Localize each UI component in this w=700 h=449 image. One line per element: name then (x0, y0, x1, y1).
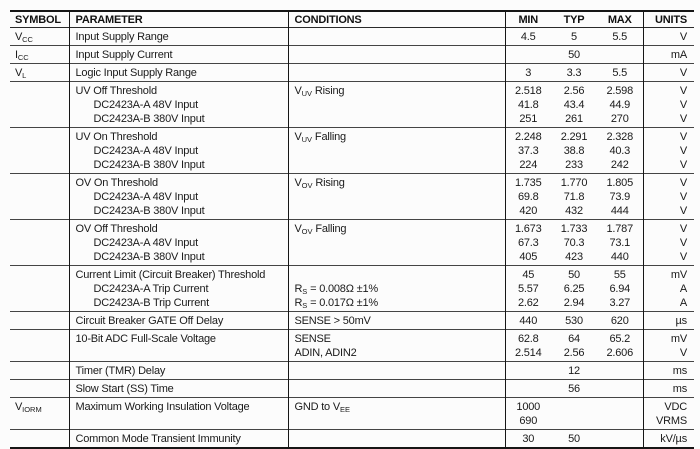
cell-max (597, 330, 643, 362)
cell-parameter (69, 398, 288, 430)
cell-min (505, 220, 551, 266)
cell-conditions (288, 82, 505, 128)
cell-line: Current Limit (Circuit Breaker) Threshold (75, 269, 266, 281)
cell-conditions (288, 266, 505, 312)
header-symbol: SYMBOL (10, 11, 69, 28)
cell-parameter (69, 266, 288, 312)
cell-line: 233 (565, 159, 583, 171)
cell-line: $V_{UV}$ Falling (294, 131, 346, 144)
cell-units (643, 398, 694, 430)
header-parameter: PARAMETER (69, 11, 288, 28)
cell-symbol (10, 28, 69, 46)
cell-max (597, 46, 643, 64)
cell-parameter (69, 380, 288, 398)
cell-line: $V_L$ (15, 67, 27, 80)
cell-line: 40.3 (609, 145, 631, 157)
cell-line: 6.94 (609, 283, 631, 295)
cell-line: 69.8 (517, 191, 539, 203)
cell-symbol (10, 330, 69, 362)
cell-symbol (10, 266, 69, 312)
cell-units (643, 128, 694, 174)
cell-max (597, 28, 643, 46)
cell-line: 620 (610, 315, 629, 327)
cell-line: 56 (568, 383, 580, 395)
cell-line: 420 (519, 205, 538, 217)
header-max: MAX (597, 11, 643, 28)
table-row (10, 64, 694, 82)
cell-line: DC2423A-B 380V Input (93, 205, 205, 217)
cell-line: 1.787 (606, 223, 634, 235)
cell-line (15, 332, 69, 346)
cell-line: µs (675, 315, 687, 327)
cell-line: SENSE (294, 333, 331, 345)
cell-line: $R_S = 0.017\Omega \pm 1\%$ (294, 297, 378, 310)
cell-line: $V_{IORM}$ (15, 401, 42, 414)
cell-line: V (679, 205, 687, 217)
cell-line: ADIN, ADIN2 (294, 347, 357, 359)
cell-line: $V_{OV}$ Falling (294, 223, 347, 236)
cell-typ (551, 380, 597, 398)
table-row (10, 82, 694, 128)
cell-line: 2.62 (517, 297, 539, 309)
cell-line: 1.735 (514, 177, 542, 189)
cell-conditions (288, 430, 505, 449)
cell-symbol (10, 220, 69, 266)
cell-line: 423 (565, 251, 583, 263)
cell-line: Input Supply Range (75, 31, 169, 43)
cell-line: V (679, 251, 687, 263)
cell-units (643, 28, 694, 46)
cell-line: Slow Start (SS) Time (75, 383, 174, 395)
cell-line: VDC (664, 401, 687, 413)
cell-min (505, 266, 551, 312)
cell-line: Input Supply Current (75, 49, 173, 61)
cell-min (505, 362, 551, 380)
cell-line: $R_S = 0.008\Omega \pm 1\%$ (294, 283, 378, 296)
cell-line: A (679, 297, 687, 309)
cell-line: 270 (610, 113, 629, 125)
cell-line (15, 130, 69, 144)
table-row (10, 312, 694, 330)
cell-typ (551, 46, 597, 64)
cell-parameter (69, 330, 288, 362)
cell-line (15, 222, 69, 236)
cell-min (505, 174, 551, 220)
cell-line: V (679, 159, 687, 171)
cell-min (505, 82, 551, 128)
datasheet-page (10, 10, 694, 449)
cell-line: 440 (519, 315, 538, 327)
cell-max (597, 430, 643, 449)
cell-line: 50 (568, 269, 580, 281)
cell-line: 242 (610, 159, 629, 171)
cell-line: 405 (519, 251, 538, 263)
cell-units (643, 174, 694, 220)
cell-typ (551, 64, 597, 82)
cell-line: 3.3 (566, 67, 582, 79)
cell-line: UV On Threshold (75, 131, 158, 143)
cell-units (643, 380, 694, 398)
cell-line: DC2423A-A 48V Input (93, 237, 198, 249)
cell-conditions (288, 312, 505, 330)
cell-line (15, 364, 69, 378)
table-row (10, 174, 694, 220)
cell-line: GND to $V_{EE}$ (294, 401, 350, 414)
cell-typ (551, 174, 597, 220)
cell-line: 1.805 (606, 177, 634, 189)
cell-line: $V_{UV}$ Rising (294, 85, 345, 98)
cell-line: 1000 (516, 401, 541, 413)
cell-line: DC2423A-A Trip Current (93, 283, 209, 295)
cell-conditions (288, 220, 505, 266)
table-row (10, 430, 694, 449)
cell-line: 5.5 (612, 31, 628, 43)
cell-line: V (679, 67, 687, 79)
cell-line: 44.9 (609, 99, 631, 111)
cell-conditions (288, 380, 505, 398)
cell-line: 2.291 (560, 131, 588, 143)
cell-line: 41.8 (517, 99, 539, 111)
cell-line: 2.94 (563, 297, 585, 309)
cell-line (15, 314, 69, 328)
cell-min (505, 28, 551, 46)
cell-line: 2.248 (514, 131, 542, 143)
cell-min (505, 380, 551, 398)
cell-line: DC2423A-A 48V Input (93, 99, 198, 111)
cell-max (597, 82, 643, 128)
cell-line: 224 (519, 159, 538, 171)
cell-line: 65.2 (609, 333, 631, 345)
cell-line: kV/µs (660, 433, 687, 445)
table-row (10, 266, 694, 312)
cell-max (597, 266, 643, 312)
cell-min (505, 330, 551, 362)
table-row (10, 330, 694, 362)
cell-line: 2.606 (606, 347, 634, 359)
cell-line: 64 (568, 333, 580, 345)
cell-line (15, 382, 69, 396)
cell-max (597, 220, 643, 266)
cell-max (597, 312, 643, 330)
cell-line: 12 (568, 365, 580, 377)
cell-parameter (69, 174, 288, 220)
cell-line: 440 (610, 251, 629, 263)
cell-symbol (10, 430, 69, 449)
cell-line: 67.3 (517, 237, 539, 249)
cell-line: VRMS (656, 415, 687, 427)
cell-line: SENSE > 50mV (294, 315, 371, 327)
cell-conditions (288, 46, 505, 64)
cell-min (505, 64, 551, 82)
cell-units (643, 312, 694, 330)
cell-line: 55 (613, 269, 626, 281)
cell-symbol (10, 380, 69, 398)
cell-line: Logic Input Supply Range (75, 67, 197, 79)
cell-line: 690 (519, 415, 538, 427)
table-row (10, 220, 694, 266)
cell-line: 1.770 (560, 177, 588, 189)
cell-symbol (10, 174, 69, 220)
cell-line (15, 432, 69, 446)
table-row (10, 28, 694, 46)
cell-line: DC2423A-B Trip Current (93, 297, 209, 309)
cell-line: 261 (565, 113, 583, 125)
cell-line: V (679, 31, 687, 43)
cell-line: 3 (525, 67, 532, 79)
cell-parameter (69, 220, 288, 266)
cell-parameter (69, 430, 288, 449)
cell-units (643, 64, 694, 82)
cell-line: V (679, 191, 687, 203)
cell-typ (551, 28, 597, 46)
cell-typ (551, 312, 597, 330)
cell-parameter (69, 28, 288, 46)
cell-min (505, 430, 551, 449)
cell-line: 2.56 (563, 85, 585, 97)
cell-symbol (10, 128, 69, 174)
cell-line (15, 268, 69, 282)
cell-line: OV On Threshold (75, 177, 158, 189)
cell-line: 2.514 (514, 347, 542, 359)
cell-symbol (10, 398, 69, 430)
cell-line: 10-Bit ADC Full-Scale Voltage (75, 333, 216, 345)
cell-line: 1.673 (514, 223, 542, 235)
cell-line: V (679, 145, 687, 157)
cell-line: 4.5 (520, 31, 536, 43)
cell-typ (551, 266, 597, 312)
table-row (10, 362, 694, 380)
cell-parameter (69, 64, 288, 82)
cell-line: 1.733 (560, 223, 588, 235)
cell-line: 530 (565, 315, 583, 327)
cell-max (597, 362, 643, 380)
cell-line: DC2423A-B 380V Input (93, 159, 205, 171)
cell-line: mV (670, 333, 687, 345)
cell-line: 73.1 (609, 237, 631, 249)
cell-symbol (10, 82, 69, 128)
cell-line: 45 (522, 269, 535, 281)
cell-line: Maximum Working Insulation Voltage (75, 401, 250, 413)
header-row (10, 11, 694, 28)
cell-line: ms (672, 365, 687, 377)
cell-parameter (69, 128, 288, 174)
cell-line: 5 (571, 31, 577, 43)
cell-symbol (10, 64, 69, 82)
cell-units (643, 82, 694, 128)
cell-line: 50 (568, 49, 580, 61)
cell-line: DC2423A-A 48V Input (93, 191, 198, 203)
cell-typ (551, 82, 597, 128)
cell-line: V (679, 223, 687, 235)
cell-line: DC2423A-A 48V Input (93, 145, 198, 157)
cell-symbol (10, 362, 69, 380)
cell-line: 6.25 (563, 283, 585, 295)
cell-max (597, 128, 643, 174)
cell-max (597, 398, 643, 430)
cell-line: 432 (565, 205, 583, 217)
cell-typ (551, 398, 597, 430)
header-conditions: CONDITIONS (288, 11, 505, 28)
cell-max (597, 380, 643, 398)
cell-min (505, 128, 551, 174)
cell-min (505, 398, 551, 430)
cell-conditions (288, 362, 505, 380)
cell-line: DC2423A-B 380V Input (93, 251, 205, 263)
cell-line: Common Mode Transient Immunity (75, 433, 241, 445)
cell-line: V (679, 237, 687, 249)
cell-line: Timer (TMR) Delay (75, 365, 166, 377)
cell-typ (551, 362, 597, 380)
cell-symbol (10, 46, 69, 64)
cell-conditions (288, 330, 505, 362)
cell-line: OV Off Threshold (75, 223, 158, 235)
cell-units (643, 220, 694, 266)
cell-line: 50 (568, 433, 580, 445)
cell-parameter (69, 82, 288, 128)
cell-line: 2.328 (606, 131, 634, 143)
cell-conditions (288, 64, 505, 82)
cell-typ (551, 330, 597, 362)
cell-conditions (288, 174, 505, 220)
cell-symbol (10, 312, 69, 330)
table-row (10, 128, 694, 174)
cell-line (15, 176, 69, 190)
cell-line: 43.4 (563, 99, 585, 111)
electrical-characteristics-table (10, 10, 694, 449)
cell-units (643, 430, 694, 449)
cell-line: 5.57 (517, 283, 539, 295)
table-row (10, 46, 694, 64)
cell-line (15, 84, 69, 98)
cell-line (295, 268, 505, 282)
cell-conditions (288, 398, 505, 430)
cell-typ (551, 220, 597, 266)
cell-line: ms (672, 383, 687, 395)
cell-line: 444 (610, 205, 629, 217)
cell-line: 2.518 (514, 85, 542, 97)
table-body (10, 28, 694, 449)
header-typ: TYP (563, 14, 585, 26)
cell-line: 37.3 (517, 145, 539, 157)
header-min: MIN (518, 14, 539, 26)
cell-line: V (679, 99, 687, 111)
cell-line: $V_{OV}$ Rising (294, 177, 345, 190)
cell-parameter (69, 362, 288, 380)
table-row (10, 398, 694, 430)
cell-line: 2.598 (606, 85, 634, 97)
table-row (10, 380, 694, 398)
cell-parameter (69, 46, 288, 64)
cell-parameter (69, 312, 288, 330)
cell-line: V (679, 85, 687, 97)
cell-line: A (679, 283, 687, 295)
cell-min (505, 46, 551, 64)
cell-units (643, 46, 694, 64)
cell-min (505, 312, 551, 330)
cell-line: 251 (519, 113, 538, 125)
cell-line: 62.8 (517, 333, 539, 345)
cell-line: DC2423A-B 380V Input (93, 113, 205, 125)
cell-line: 5.5 (612, 67, 628, 79)
header-units: UNITS (654, 14, 687, 26)
cell-units (643, 362, 694, 380)
cell-typ (551, 128, 597, 174)
cell-line: mV (670, 269, 687, 281)
cell-line: 73.9 (609, 191, 631, 203)
cell-line: Circuit Breaker GATE Off Delay (75, 315, 224, 327)
cell-line: $I_{CC}$ (15, 49, 29, 62)
cell-conditions (288, 28, 505, 46)
cell-line: 38.8 (563, 145, 585, 157)
cell-line: 2.56 (563, 347, 585, 359)
cell-line: V (679, 131, 687, 143)
cell-line: 3.27 (609, 297, 631, 309)
cell-line: UV Off Threshold (75, 85, 157, 97)
cell-line: 71.8 (563, 191, 585, 203)
cell-line: V (679, 177, 687, 189)
cell-line: 30 (522, 433, 535, 445)
cell-line: mA (670, 49, 687, 61)
cell-units (643, 266, 694, 312)
cell-conditions (288, 128, 505, 174)
cell-line: V (679, 347, 687, 359)
cell-line: V (679, 113, 687, 125)
cell-typ (551, 430, 597, 449)
cell-line: 70.3 (563, 237, 585, 249)
cell-units (643, 330, 694, 362)
cell-max (597, 174, 643, 220)
cell-max (597, 64, 643, 82)
cell-line: $V_{CC}$ (15, 31, 33, 44)
